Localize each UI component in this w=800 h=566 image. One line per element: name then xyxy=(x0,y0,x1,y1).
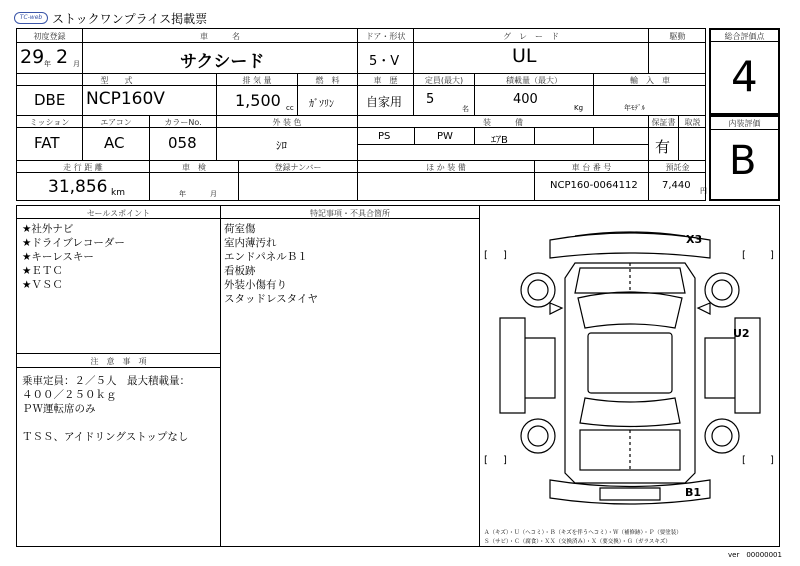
ext-color-value: ｼﾛ xyxy=(276,139,287,152)
history-label: 車 歴 xyxy=(373,76,398,85)
note-item: エンドパネルＢ１ xyxy=(224,251,308,263)
car-diagram xyxy=(480,218,780,518)
mileage-unit: km xyxy=(111,188,125,198)
header-logo: TC-web xyxy=(14,12,48,24)
sales-point-item: ★社外ナビ xyxy=(22,223,74,235)
displacement-unit: cc xyxy=(286,104,294,112)
door-value: 5・V xyxy=(369,54,400,69)
notes-label: 特記事項・不具合箇所 xyxy=(310,209,390,218)
deposit-label: 預託金 xyxy=(665,163,690,172)
bracket-tr: [ xyxy=(742,250,746,261)
door-label: ドア・形状 xyxy=(365,32,406,41)
mission-label: ミッション xyxy=(29,118,70,127)
caution-label: 注 意 事 項 xyxy=(90,357,147,366)
history-value: 自家用 xyxy=(366,95,403,109)
insp-month-unit: 月 xyxy=(210,190,217,198)
model-prefix: DBE xyxy=(34,91,66,109)
bracket-br-r: ] xyxy=(770,455,774,466)
capacity-label: 定員(最大) xyxy=(424,76,464,85)
legend-line-1: Ａ（キズ）・Ｕ（ヘコミ）・Ｂ（キズを伴うヘコミ）・Ｗ（補修跡）・Ｐ（要塗装） xyxy=(484,530,682,536)
page-title: ストックワンプライス掲載票 xyxy=(52,12,208,26)
car-name: サクシード xyxy=(180,52,265,72)
sales-point-item: ★ＥＴＣ xyxy=(22,265,63,277)
caution-item: ＴＳＳ、アイドリングストップなし xyxy=(22,431,189,443)
car-name-label: 車 名 xyxy=(200,32,240,41)
bracket-br: [ xyxy=(742,455,746,466)
mission-value: FAT xyxy=(34,134,60,152)
sales-point-item: ★キーレスキー xyxy=(22,251,94,263)
equip-pw: PW xyxy=(437,131,453,142)
inspection-label: 車 検 xyxy=(182,163,206,172)
notes-list xyxy=(224,222,318,306)
load-label: 積載量（最大） xyxy=(506,76,562,85)
first-reg-label: 初度登録 xyxy=(33,32,66,41)
note-item: 室内薄汚れ xyxy=(224,237,277,249)
reg-month: 2 xyxy=(56,46,69,68)
fuel-value: ｶﾞｿﾘﾝ xyxy=(309,99,334,110)
sales-point-item: ★ＶＳＣ xyxy=(22,279,63,291)
import-label: 輸 入 車 xyxy=(630,76,670,85)
note-item: 荷室傷 xyxy=(224,223,256,235)
bracket-bl: [ xyxy=(484,455,488,466)
warranty-label: 保証書 xyxy=(651,118,676,127)
equip-airbag: ｴｱB xyxy=(491,135,508,146)
bracket-tr-r: ] xyxy=(770,250,774,261)
note-item: スタッドレスタイヤ xyxy=(224,293,318,305)
caution-list xyxy=(22,374,190,444)
sales-points-list xyxy=(22,222,125,292)
color-no-label: カラーNo. xyxy=(164,118,202,127)
damage-mark-u2: U2 xyxy=(733,327,750,340)
total-rating-value: 4 xyxy=(731,52,758,101)
total-rating-label: 総合評価点 xyxy=(724,32,765,41)
grade-label: グ レ ー ド xyxy=(503,32,559,41)
reg-month-unit: 月 xyxy=(73,60,80,68)
legend-line-2: Ｓ（サビ）・Ｃ（腐食）・ＸＸ（交換済み）・Ｘ（要交換）・Ｇ（ガラスキズ） xyxy=(484,539,671,545)
manual-label: 取説 xyxy=(684,118,701,127)
note-item: 看板跡 xyxy=(224,265,256,277)
damage-mark-b1: B1 xyxy=(685,486,702,499)
version-label: ver 00000001 xyxy=(728,551,782,559)
caution-item: ４００／２５０ｋｇ xyxy=(22,389,117,401)
mileage-value: 31,856 xyxy=(48,177,108,197)
load-unit: Kg xyxy=(574,104,584,112)
reg-year: 29 xyxy=(20,46,45,68)
bracket-bl-r: ] xyxy=(503,455,507,466)
grade-value: UL xyxy=(512,45,537,67)
sales-point-item: ★ドライブレコーダー xyxy=(22,237,125,249)
capacity-value: 5 xyxy=(426,92,435,107)
other-equip-label: ほ か 装 備 xyxy=(426,163,466,172)
load-value: 400 xyxy=(513,92,538,107)
bracket-tl-r: ] xyxy=(503,250,507,261)
deposit-value: 7,440 xyxy=(662,180,691,191)
drive-label: 駆動 xyxy=(669,32,686,41)
note-item: 外装小傷有り xyxy=(224,279,287,291)
model-value: NCP160V xyxy=(86,89,165,109)
caution-item xyxy=(22,416,190,430)
capacity-unit: 名 xyxy=(462,105,469,113)
insp-year-unit: 年 xyxy=(179,190,186,198)
ext-color-label: 外 装 色 xyxy=(272,118,302,127)
interior-rating-value: B xyxy=(729,138,757,184)
fuel-label: 燃 料 xyxy=(315,76,340,85)
chassis-value: NCP160-0064112 xyxy=(550,180,638,191)
aircon-label: エアコン xyxy=(100,118,132,127)
import-model-unit: 年ﾓﾃﾞﾙ xyxy=(624,104,645,112)
displacement-label: 排 気 量 xyxy=(242,76,272,85)
equip-ps: PS xyxy=(378,131,391,142)
chassis-label: 車 台 番 号 xyxy=(571,163,612,172)
mileage-label: 走 行 距 離 xyxy=(63,163,103,172)
deposit-unit: 円 xyxy=(700,187,707,195)
sales-points-label: セールスポイント xyxy=(86,209,151,218)
warranty-value: 有 xyxy=(655,138,671,156)
aircon-value: AC xyxy=(104,134,125,152)
plate-label: 登録ナンバー xyxy=(274,163,322,172)
reg-year-unit: 年 xyxy=(44,60,51,68)
interior-rating-label: 内装評価 xyxy=(728,119,761,128)
model-label: 型 式 xyxy=(100,76,133,85)
color-no-value: 058 xyxy=(168,134,197,152)
bracket-tl: [ xyxy=(484,250,488,261)
damage-mark-x3: X3 xyxy=(686,233,703,246)
equipment-label: 装 備 xyxy=(483,118,523,127)
displacement-value: 1,500 xyxy=(235,91,281,110)
caution-item: 乗車定員：２／５人 最大積載量： xyxy=(22,375,190,387)
caution-item: ＰＷ運転席のみ xyxy=(22,403,96,415)
